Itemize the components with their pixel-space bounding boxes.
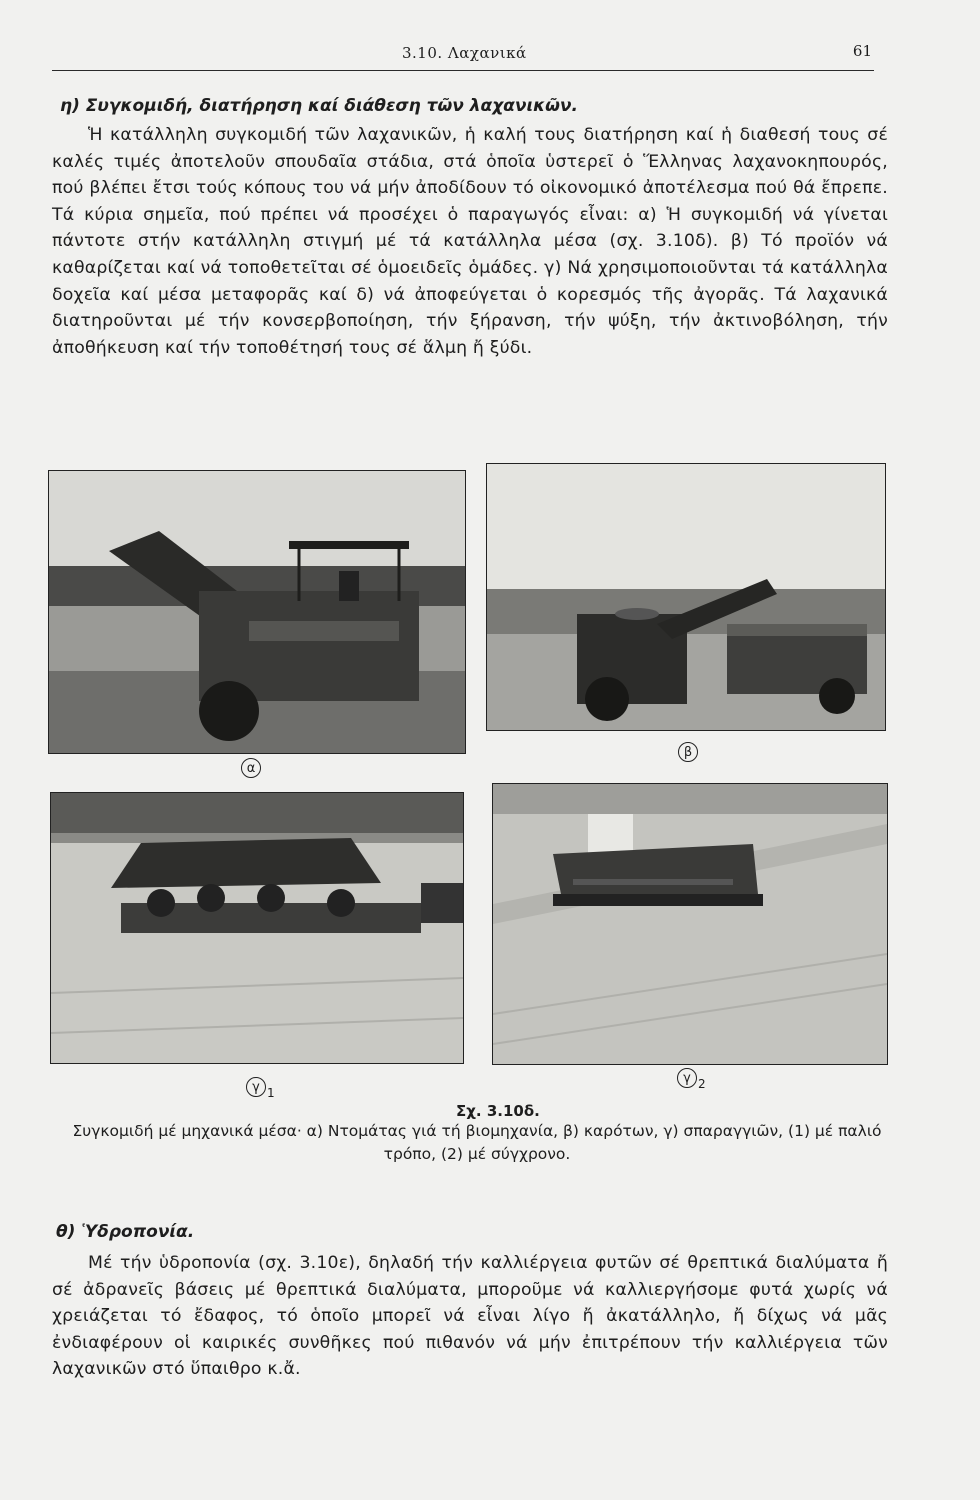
section-body-theta: Μέ τήν ὑδροπονία (σχ. 3.10ε), δηλαδή τήν καλλιέργεια φυτῶν σέ θρεπτικά διαλύματα ἤ σέ ἀδρανεῖς βάσεις μέ θρεπτικά διαλύματα, μποροῦμε νά καλλιεργήσομε φυτά χωρίς νά χρειάζεται τό ἔδαφος, τό ὁποῖο μπορεῖ νά εἶναι λίγο ἤ ἀκατάλληλο, ἤ δίχως νά μᾶς ἐνδιαφέρουν οἱ καιρικές συνθῆκες πού πιθανόν νά μήν ἐπιτρέπουν τήν καλλιέργεια τῶν λαχανικῶν στό ὕπαιθρο κ.ἄ. bbox=[52, 1253, 888, 1380]
photo-label-b: β bbox=[678, 742, 698, 762]
section-body-eta: Ἡ κατάλληλη συγκομιδή τῶν λαχανικῶν, ἡ καλή τους διατήρηση καί ἡ διαθεσή τους σέ καλές τιμές ἀποτελοῦν σπουδαῖα στάδια, στά ὁποῖα ὑστερεῖ ὁ Ἕλληνας λαχανοκηπουρός, πού βλέπει ἔτσι τούς κόπους του νά μήν ἀποδίδουν τό οἰκονομικό ἀποτέλεσμα πού θά ἔπρεπε. Τά κύρια σημεῖα, πού πρέπει νά προσέχει ὁ παραγωγός εἶναι: α) Ἡ συγκομιδή νά γίνεται πάντοτε στήν κατάλληλη στιγμή μέ τά κατάλληλα μέσα (σχ. 3.10δ). β) Τό προϊόν νά καθαρίζεται καί νά τοποθετεῖται σέ ὁμοειδεῖς ὁμάδες. γ) Νά χρησιμοποιοῦνται τά κατάλληλα δοχεῖα καί μέσα μεταφορᾶς καί δ) νά ἀποφεύγεται ὁ κορεσμός τῆς ἀγορᾶς. Τά λαχανικά διατηροῦνται μέ τήν κονσερβοποίηση, τήν ξήρανση, τήν ψύξη, τήν ἀκτινοβόληση, τήν ἀποθήκευση καί τήν τοποθέτησή τους σέ ἅλμη ἤ ξύδι. bbox=[52, 125, 888, 358]
running-head: 3.10. Λαχανικά bbox=[402, 44, 527, 62]
page-header bbox=[52, 38, 874, 71]
figure-title: Σχ. 3.10δ. bbox=[456, 1102, 540, 1120]
photo-carrot-harvester bbox=[486, 463, 886, 731]
photo-label-a: α bbox=[241, 758, 261, 778]
section-heading-eta: η) Συγκομιδή, διατήρηση καί διάθεση τῶν λαχανικῶν. bbox=[60, 96, 578, 116]
photo-asparagus-modern bbox=[492, 783, 888, 1065]
photo-label-g2: γ 2 bbox=[677, 1068, 706, 1088]
photo-asparagus-old bbox=[50, 792, 464, 1064]
page-number: 61 bbox=[852, 42, 872, 60]
photo-tomato-harvester bbox=[48, 470, 466, 754]
figure-caption: Συγκομιδή μέ μηχανικά μέσα· α) Ντομάτας γιά τή βιομηχανία, β) καρότων, γ) σπαραγγιῶν, (1) μέ παλιό τρόπο, (2) μέ σύγχρονο. bbox=[72, 1122, 882, 1163]
section-heading-theta: θ) Ὑδροπονία. bbox=[56, 1222, 195, 1242]
photo-label-g1: γ 1 bbox=[246, 1077, 275, 1097]
